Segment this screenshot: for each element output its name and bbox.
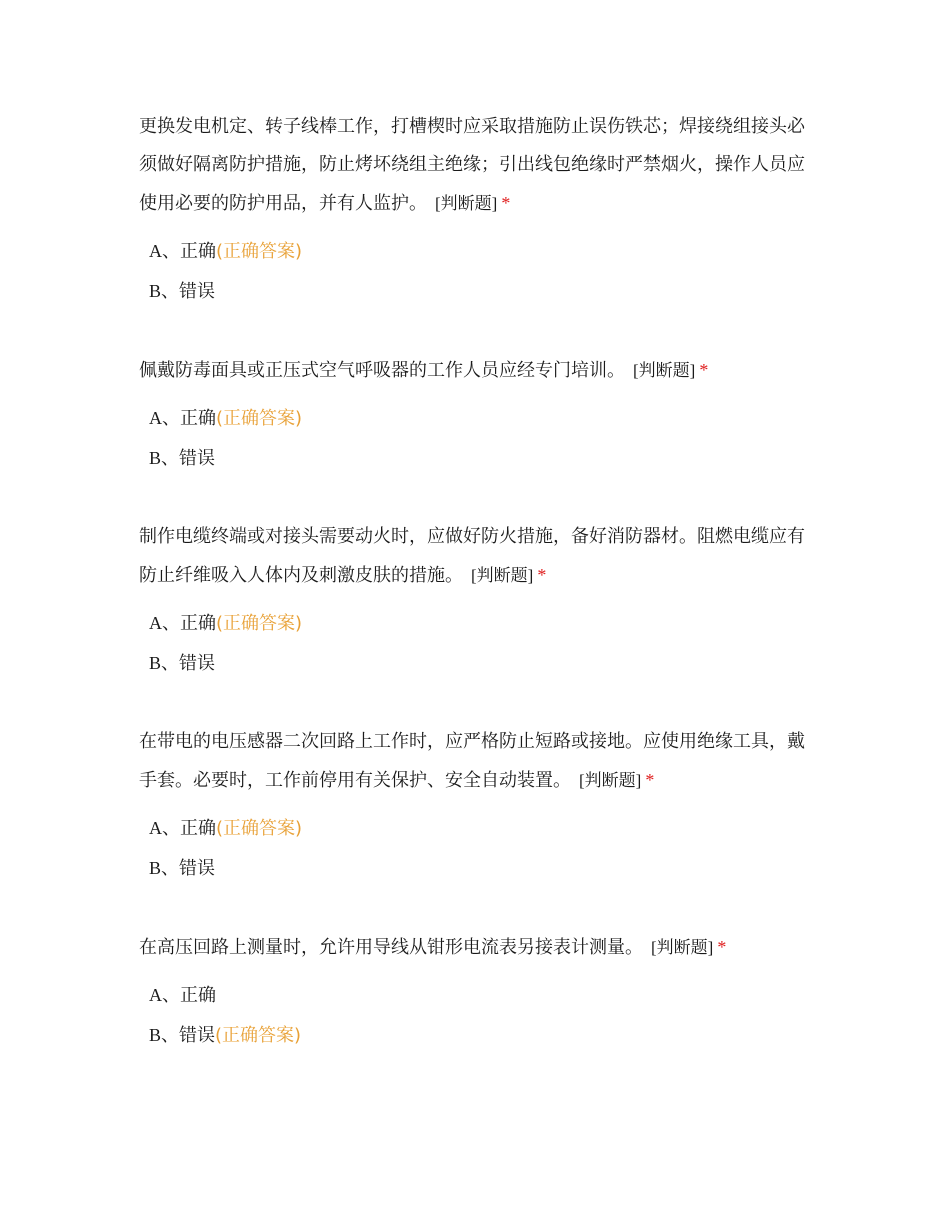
option-text: 错误 xyxy=(179,858,216,879)
option-letter: B、 xyxy=(149,858,180,878)
option-list xyxy=(139,398,811,478)
required-marker: * xyxy=(645,770,655,790)
question-text: 在高压回路上测量时，允许用导线从钳形电流表另接表计测量。 xyxy=(139,937,643,958)
correct-answer-mark: (正确答案) xyxy=(215,1025,302,1046)
question-5 xyxy=(139,928,811,1055)
question-stem xyxy=(139,518,811,595)
option-letter: B、 xyxy=(149,448,180,468)
question-3 xyxy=(139,518,811,683)
option-b[interactable] xyxy=(149,848,811,888)
question-type: [判断题] xyxy=(579,771,642,790)
option-text: 错误 xyxy=(179,281,216,302)
option-letter: B、 xyxy=(149,281,180,301)
option-text: 正确 xyxy=(180,613,216,634)
option-b[interactable] xyxy=(149,1015,811,1055)
option-list xyxy=(139,603,811,683)
required-marker: * xyxy=(717,937,727,957)
question-text: 在带电的电压感器二次回路上工作时，应严格防止短路或接地。应使用绝缘工具，戴手套。必要时，工作前停用有关保护、安全自动装置。 xyxy=(139,731,805,791)
question-2 xyxy=(139,351,811,478)
question-text: 制作电缆终端或对接头需要动火时，应做好防火措施，备好消防器材。阻燃电缆应有防止纤维吸入人体内及刺激皮肤的措施。 xyxy=(139,526,805,586)
option-letter: A、 xyxy=(149,985,180,1005)
question-stem xyxy=(139,351,811,390)
question-stem xyxy=(139,108,811,223)
option-letter: B、 xyxy=(149,1025,180,1045)
option-text: 正确 xyxy=(180,408,216,429)
option-letter: A、 xyxy=(149,818,180,838)
question-type: [判断题] xyxy=(471,566,534,585)
correct-answer-mark: (正确答案) xyxy=(216,613,303,634)
option-a[interactable] xyxy=(149,975,811,1015)
option-text: 错误 xyxy=(179,448,216,469)
question-text: 佩戴防毒面具或正压式空气呼吸器的工作人员应经专门培训。 xyxy=(139,360,625,381)
required-marker: * xyxy=(699,360,709,380)
option-list xyxy=(139,231,811,311)
option-list xyxy=(139,975,811,1055)
correct-answer-mark: (正确答案) xyxy=(216,818,303,839)
option-letter: A、 xyxy=(149,241,180,261)
question-1 xyxy=(139,108,811,311)
question-type: [判断题] xyxy=(435,194,498,213)
option-text: 错误 xyxy=(179,1025,216,1046)
option-b[interactable] xyxy=(149,271,811,311)
question-stem xyxy=(139,723,811,800)
option-a[interactable] xyxy=(149,398,811,438)
required-marker: * xyxy=(501,193,511,213)
option-a[interactable] xyxy=(149,808,811,848)
option-text: 错误 xyxy=(179,653,216,674)
option-text: 正确 xyxy=(180,985,216,1006)
correct-answer-mark: (正确答案) xyxy=(216,241,303,262)
option-text: 正确 xyxy=(180,818,216,839)
question-type: [判断题] xyxy=(633,361,696,380)
option-letter: B、 xyxy=(149,653,180,673)
question-text: 更换发电机定、转子线棒工作，打槽楔时应采取措施防止误伤铁芯；焊接绕组接头必须做好隔离防护措施，防止烤坏绕组主绝缘；引出线包绝缘时严禁烟火，操作人员应使用必要的防护用品，并有人监护。 xyxy=(139,116,805,214)
option-letter: A、 xyxy=(149,408,180,428)
option-b[interactable] xyxy=(149,438,811,478)
question-stem xyxy=(139,928,811,967)
question-type: [判断题] xyxy=(651,938,714,957)
option-a[interactable] xyxy=(149,231,811,271)
option-text: 正确 xyxy=(180,241,216,262)
required-marker: * xyxy=(537,565,547,585)
option-letter: A、 xyxy=(149,613,180,633)
correct-answer-mark: (正确答案) xyxy=(216,408,303,429)
option-b[interactable] xyxy=(149,643,811,683)
option-a[interactable] xyxy=(149,603,811,643)
option-list xyxy=(139,808,811,888)
question-4 xyxy=(139,723,811,888)
